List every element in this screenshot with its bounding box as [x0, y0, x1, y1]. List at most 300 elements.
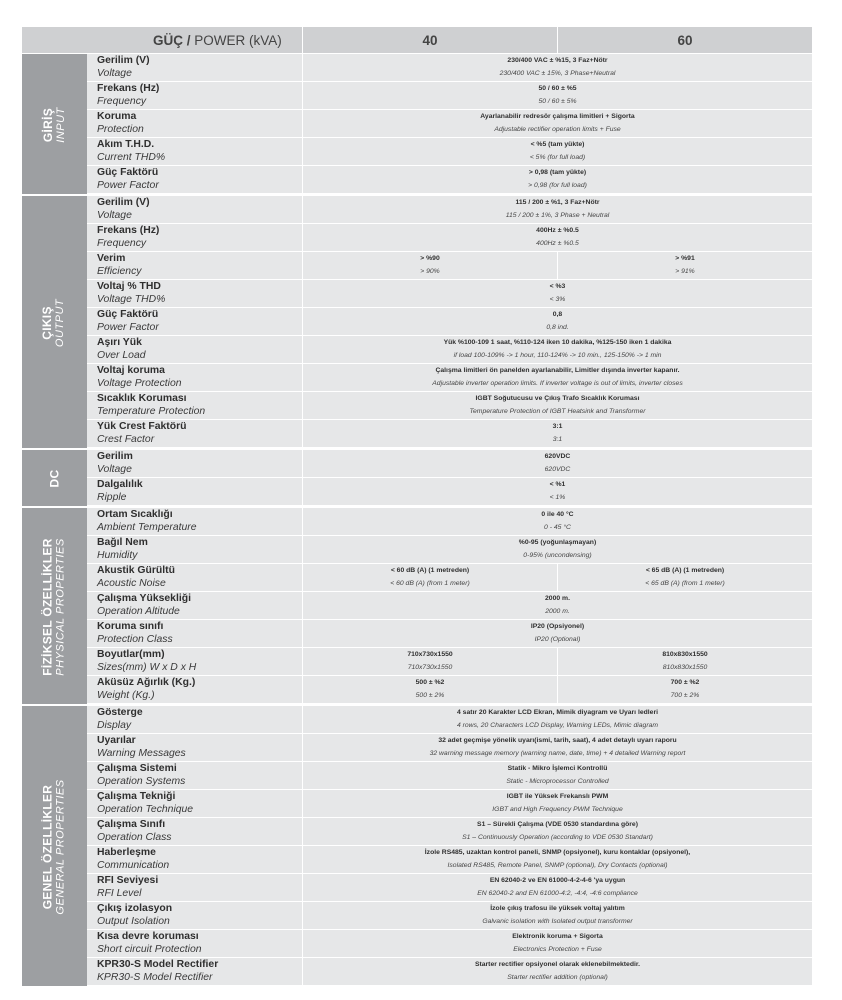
- table-row: [87, 902, 812, 930]
- value-en: Adjustable inverter operation limits. If inverter voltage is out of limits, inverter closes: [432, 379, 683, 387]
- value-cell: [303, 420, 812, 447]
- row-label: [87, 592, 303, 619]
- value-cell: [303, 536, 812, 563]
- row-values: [303, 196, 812, 223]
- row-label-tr: Gerilim: [97, 451, 133, 462]
- value-cell: [303, 902, 812, 929]
- row-label: [87, 392, 303, 419]
- row-label-en: Temperature Protection: [97, 405, 206, 417]
- table-row: [87, 138, 812, 166]
- row-label-en: Operation Systems: [97, 775, 186, 787]
- row-label: [87, 478, 303, 505]
- table-row: [87, 930, 812, 958]
- value-en: if load 100-109% -> 1 hour, 110-124% -> 10 min., 125-150% -> 1 min: [453, 351, 662, 359]
- row-label-en: Frequency: [97, 237, 147, 249]
- value-tr: 115 / 200 ± %1, 3 Faz+Nötr: [515, 199, 600, 206]
- table-row: [87, 874, 812, 902]
- section-title-tr: ÇIKIŞ: [40, 305, 55, 340]
- table-row: [87, 82, 812, 110]
- row-label: [87, 138, 303, 165]
- row-label: [87, 166, 303, 193]
- value-cell: [303, 846, 812, 873]
- table-row: [87, 790, 812, 818]
- row-label-en: Crest Factor: [97, 433, 155, 445]
- row-label-en: Sizes(mm) W x D x H: [97, 661, 197, 673]
- section-label: [22, 509, 87, 704]
- row-label-en: Operation Class: [97, 831, 172, 843]
- row-label: [87, 364, 303, 391]
- row-values: [303, 252, 812, 279]
- value-en: > 0,98 (for full load): [528, 181, 587, 189]
- row-label-en: Power Factor: [97, 321, 159, 333]
- value-tr: < %3: [549, 283, 566, 290]
- section-title-en: PHYSICAL PROPERTIES: [54, 537, 67, 676]
- row-values: [303, 392, 812, 419]
- value-en: 2000 m.: [545, 607, 570, 615]
- row-label-tr: Frekans (Hz): [97, 83, 160, 94]
- row-label-tr: Aşırı Yük: [97, 337, 142, 348]
- value-tr: İzole RS485, uzaktan kontrol paneli, SNMP (opsiyonel), kuru kontaklar (opsiyonel),: [424, 849, 691, 856]
- value-tr: 32 adet geçmişe yönelik uyarı(ismi, tarih, saat), 4 adet detaylı uyarı raporu: [438, 737, 677, 744]
- row-label-tr: Güç Faktörü: [97, 167, 159, 178]
- value-cell-model-2: [558, 676, 812, 703]
- row-label-tr: Kısa devre koruması: [97, 931, 199, 942]
- value-en: < 1%: [549, 493, 566, 501]
- section-label: [22, 197, 87, 448]
- table-row: [87, 166, 812, 194]
- row-values: [303, 902, 812, 929]
- value-cell: [303, 592, 812, 619]
- value-en: < 5% (for full load): [529, 153, 586, 161]
- section-title-tr: DC: [47, 469, 61, 488]
- row-label-en: Over Load: [97, 349, 146, 361]
- row-label-tr: Gösterge: [97, 707, 143, 718]
- row-label-tr: Çıkış izolasyon: [97, 903, 173, 914]
- row-label-tr: Haberleşme: [97, 847, 156, 858]
- section-title-en: OUTPUT: [54, 298, 67, 347]
- table-row: [87, 450, 812, 478]
- section-title-en: INPUT: [54, 106, 67, 143]
- table-row: [87, 958, 812, 986]
- section-label-text: [42, 779, 68, 914]
- row-label-tr: Uyarılar: [97, 735, 136, 746]
- row-values: [303, 536, 812, 563]
- row-label: [87, 536, 303, 563]
- row-label-tr: Çalışma Yüksekliği: [97, 593, 191, 604]
- row-label-en: Output Isolation: [97, 915, 170, 927]
- row-label: [87, 734, 303, 761]
- value-en: Adjustable rectifier operation limits + Fuse: [494, 125, 621, 133]
- row-values: [303, 564, 812, 591]
- row-label-en: Protection Class: [97, 633, 173, 645]
- row-label-tr: Çalışma Tekniği: [97, 791, 176, 802]
- row-label: [87, 874, 303, 901]
- row-label-tr: Koruma sınıfı: [97, 621, 164, 632]
- value-tr: %0-95 (yoğunlaşmayan): [518, 539, 597, 546]
- value-tr: 620VDC: [544, 453, 571, 460]
- value-en: 115 / 200 ± 1%, 3 Phase + Neutral: [505, 211, 610, 219]
- value-en: < 60 dB (A) (from 1 meter): [390, 579, 470, 587]
- row-label: [87, 308, 303, 335]
- value-tr: Ayarlanabilir redresör çalışma limitleri + Sigorta: [480, 113, 635, 120]
- value-cell: [303, 620, 812, 647]
- row-label-en: Voltage: [97, 463, 132, 475]
- row-label-en: Operation Altitude: [97, 605, 180, 617]
- row-label: [87, 790, 303, 817]
- power-header-en: POWER (kVA): [194, 32, 282, 48]
- value-tr: Statik - Mikro İşlemci Kontrollü: [507, 765, 608, 772]
- table-row: [87, 564, 812, 592]
- value-cell: [303, 364, 812, 391]
- value-tr: 400Hz ± %0.5: [536, 227, 579, 234]
- section-label-text: [42, 107, 68, 143]
- value-tr: 4 satır 20 Karakter LCD Ekran, Mimik diyagram ve Uyarı ledleri: [457, 709, 658, 716]
- value-tr: 3:1: [552, 423, 563, 430]
- value-tr: < %1: [549, 481, 566, 488]
- model-60-header: 60: [677, 32, 693, 48]
- value-en: Temperature Protection of IGBT Heatsink and Transformer: [469, 407, 646, 415]
- value-cell: [303, 336, 812, 363]
- row-label: [87, 930, 303, 957]
- table-row: [87, 508, 812, 536]
- table-row: [87, 364, 812, 392]
- value-en: IGBT and High Frequency PWM Technique: [492, 805, 623, 813]
- table-header: [22, 27, 812, 54]
- value-cell: [303, 166, 812, 193]
- section-1: [22, 196, 812, 450]
- value-cell: [303, 82, 812, 109]
- section-3: [22, 508, 812, 706]
- section-title-en: GENERAL PROPERTIES: [54, 778, 67, 915]
- table-row: [87, 762, 812, 790]
- table-row: [87, 196, 812, 224]
- row-label-tr: KPR30-S Model Rectifier: [97, 959, 219, 970]
- spec-table: [22, 27, 812, 988]
- row-values: [303, 450, 812, 477]
- value-cell: [303, 280, 812, 307]
- value-cell: [303, 450, 812, 477]
- row-values: [303, 280, 812, 307]
- section-sidebar: [22, 706, 87, 986]
- row-values: [303, 478, 812, 505]
- table-row: [87, 420, 812, 448]
- section-rows: [87, 706, 812, 986]
- value-en: 710x730x1550: [407, 663, 453, 671]
- section-title-tr: GİRİŞ: [40, 107, 55, 142]
- value-en: 400Hz ± %0.5: [536, 239, 579, 247]
- row-values: [303, 874, 812, 901]
- value-en: EN 62040-2 and EN 61000-4:2, -4:4, -4:6 compliance: [477, 889, 638, 897]
- section-title-tr: FİZİKSEL ÖZELLİKLER: [40, 537, 55, 676]
- value-tr: 810x830x1550: [662, 651, 708, 658]
- row-label-tr: Boyutlar(mm): [97, 649, 165, 660]
- row-label-tr: Akım T.H.D.: [97, 139, 155, 150]
- section-title-tr: GENEL ÖZELLİKLER: [40, 784, 55, 909]
- row-label: [87, 676, 303, 703]
- value-en: < 65 dB (A) (from 1 meter): [645, 579, 725, 587]
- row-label: [87, 252, 303, 279]
- model-40-header: 40: [303, 27, 558, 53]
- section-rows: [87, 508, 812, 704]
- value-cell: [303, 874, 812, 901]
- value-tr: Yük %100-109 1 saat, %110-124 iken 10 dakika, %125-150 iken 1 dakika: [443, 339, 672, 346]
- table-row: [87, 110, 812, 138]
- value-cell: [303, 706, 812, 733]
- row-label-en: Weight (Kg.): [97, 689, 155, 701]
- table-row: [87, 620, 812, 648]
- row-values: [303, 818, 812, 845]
- row-label: [87, 846, 303, 873]
- row-label-tr: Koruma: [97, 111, 137, 122]
- row-label: [87, 648, 303, 675]
- section-sidebar: [22, 508, 87, 704]
- row-label-tr: Voltaj % THD: [97, 281, 161, 292]
- row-label: [87, 706, 303, 733]
- value-en: > 90%: [420, 267, 440, 275]
- row-label-tr: Frekans (Hz): [97, 225, 160, 236]
- value-cell: [303, 54, 812, 81]
- row-label: [87, 420, 303, 447]
- value-en: 4 rows, 20 Characters LCD Display, Warning LEDs, Mimic diagram: [456, 721, 659, 729]
- table-row: [87, 592, 812, 620]
- table-row: [87, 734, 812, 762]
- row-values: [303, 734, 812, 761]
- row-label-tr: Çalışma Sınıfı: [97, 819, 166, 830]
- row-label: [87, 54, 303, 81]
- value-tr: < 60 dB (A) (1 metreden): [390, 567, 470, 574]
- table-row: [87, 280, 812, 308]
- value-en: 3:1: [552, 435, 563, 443]
- value-cell-model-1: [303, 564, 558, 591]
- value-en: Galvanic isolation with Isolated output transformer: [482, 917, 633, 925]
- row-label: [87, 82, 303, 109]
- value-cell: [303, 110, 812, 137]
- section-rows: [87, 54, 812, 194]
- row-label-en: Voltage: [97, 67, 132, 79]
- row-values: [303, 620, 812, 647]
- section-2: [22, 450, 812, 508]
- row-label-tr: Ortam Sıcaklığı: [97, 509, 173, 520]
- section-sidebar: [22, 450, 87, 506]
- value-tr: S1 – Sürekli Çalışma (VDE 0530 standardına göre): [477, 821, 638, 828]
- value-en: S1 – Continuously Operation (according to VDE 0530 Standart): [462, 833, 653, 841]
- value-cell: [303, 930, 812, 957]
- value-cell: [303, 138, 812, 165]
- value-tr: 50 / 60 ± %5: [538, 85, 577, 92]
- value-cell: [303, 196, 812, 223]
- value-tr: 2000 m.: [545, 595, 570, 602]
- table-row: [87, 706, 812, 734]
- value-tr: > %91: [675, 255, 695, 262]
- row-label-tr: Çalışma Sistemi: [97, 763, 177, 774]
- section-label: [22, 451, 87, 506]
- row-values: [303, 676, 812, 703]
- row-label-tr: Gerilim (V): [97, 197, 150, 208]
- row-label-tr: Dalgalılık: [97, 479, 143, 490]
- value-en: Static - Microprocessor Controlled: [506, 777, 609, 785]
- row-values: [303, 958, 812, 985]
- value-cell-model-1: [303, 676, 558, 703]
- value-en: < 3%: [549, 295, 566, 303]
- value-tr: < 65 dB (A) (1 metreden): [645, 567, 725, 574]
- section-0: [22, 54, 812, 196]
- row-label: [87, 280, 303, 307]
- row-values: [303, 592, 812, 619]
- value-tr: 700 ± %2: [670, 679, 700, 686]
- value-tr: 0,8: [552, 311, 563, 318]
- table-row: [87, 536, 812, 564]
- row-values: [303, 54, 812, 81]
- value-en: 230/400 VAC ± 15%, 3 Phase+Neutral: [499, 69, 616, 77]
- row-label-tr: Voltaj koruma: [97, 365, 165, 376]
- section-label: [22, 55, 87, 194]
- table-row: [87, 336, 812, 364]
- row-label-en: Humidity: [97, 549, 138, 561]
- table-row: [87, 676, 812, 704]
- row-values: [303, 508, 812, 535]
- value-en: Starter rectifier addition (optional): [507, 973, 608, 981]
- value-en: 620VDC: [544, 465, 571, 473]
- row-label: [87, 620, 303, 647]
- row-label-tr: Verim: [97, 253, 126, 264]
- value-en: Isolated RS485, Remote Panel, SNMP (optional), Dry Contacts (optional): [447, 861, 668, 869]
- row-values: [303, 138, 812, 165]
- value-en: Electronics Protection + Fuse: [513, 945, 602, 953]
- row-values: [303, 224, 812, 251]
- value-tr: 230/400 VAC ± %15, 3 Faz+Nötr: [507, 57, 608, 64]
- table-row: [87, 224, 812, 252]
- row-label: [87, 450, 303, 477]
- spec-sections: [22, 54, 812, 988]
- value-en: 810x830x1550: [662, 663, 708, 671]
- value-en: IP20 (Optional): [534, 635, 581, 643]
- value-cell: [303, 224, 812, 251]
- value-cell: [303, 734, 812, 761]
- value-cell: [303, 762, 812, 789]
- row-values: [303, 846, 812, 873]
- row-values: [303, 364, 812, 391]
- value-tr: 500 ± %2: [415, 679, 445, 686]
- value-cell: [303, 790, 812, 817]
- row-label-en: Power Factor: [97, 179, 159, 191]
- value-tr: Elektronik koruma + Sigorta: [512, 933, 603, 940]
- section-rows: [87, 196, 812, 448]
- value-cell: [303, 508, 812, 535]
- table-row: [87, 54, 812, 82]
- value-tr: > %90: [420, 255, 440, 262]
- row-label-tr: Gerilim (V): [97, 55, 150, 66]
- row-label-tr: RFI Seviyesi: [97, 875, 159, 886]
- table-row: [87, 252, 812, 280]
- row-label-en: Efficiency: [97, 265, 142, 277]
- value-tr: IP20 (Opsiyonel): [530, 623, 585, 630]
- row-label-tr: Akustik Gürültü: [97, 565, 175, 576]
- value-tr: Çalışma limitleri ön panelden ayarlanabilir, Limitler dışında inverter kapanır.: [435, 367, 680, 374]
- value-en: 700 ± 2%: [670, 691, 700, 699]
- header-spacer: [22, 27, 87, 53]
- value-tr: EN 62040-2 ve EN 61000-4-2-4-6 'ya uygun: [489, 877, 626, 884]
- row-label: [87, 762, 303, 789]
- row-values: [303, 308, 812, 335]
- row-label-en: Display: [97, 719, 132, 731]
- value-tr: 710x730x1550: [407, 651, 453, 658]
- table-row: [87, 648, 812, 676]
- value-en: 500 ± 2%: [415, 691, 445, 699]
- value-tr: İzole çıkış trafosu ile yüksek voltaj yalıtım: [490, 905, 625, 912]
- value-cell: [303, 392, 812, 419]
- row-values: [303, 930, 812, 957]
- value-cell-model-1: [303, 648, 558, 675]
- row-label: [87, 196, 303, 223]
- row-label-en: Communication: [97, 859, 170, 871]
- value-tr: IGBT ile Yüksek Frekanslı PWM: [506, 793, 609, 800]
- row-label-en: Operation Technique: [97, 803, 194, 815]
- row-values: [303, 648, 812, 675]
- section-label-text: [42, 538, 68, 675]
- row-label: [87, 958, 303, 985]
- value-cell: [303, 478, 812, 505]
- value-cell-model-2: [558, 252, 812, 279]
- row-values: [303, 166, 812, 193]
- section-rows: [87, 450, 812, 506]
- row-label-en: Voltage Protection: [97, 377, 182, 389]
- section-label: [22, 707, 87, 986]
- value-cell: [303, 818, 812, 845]
- row-label: [87, 336, 303, 363]
- value-en: 0-95% (uncondensing): [523, 551, 592, 559]
- row-label-en: Protection: [97, 123, 144, 135]
- row-label-en: RFI Level: [97, 887, 142, 899]
- value-cell-model-1: [303, 252, 558, 279]
- value-tr: IGBT Soğutucusu ve Çıkış Trafo Sıcaklık Koruması: [475, 395, 640, 402]
- row-label: [87, 508, 303, 535]
- table-row: [87, 478, 812, 506]
- row-label-tr: Bağıl Nem: [97, 537, 148, 548]
- value-cell: [303, 308, 812, 335]
- value-en: 50 / 60 ± 5%: [538, 97, 577, 105]
- row-label-en: Ambient Temperature: [97, 521, 197, 533]
- row-label: [87, 564, 303, 591]
- power-header-tr: GÜÇ /: [153, 32, 191, 48]
- row-label: [87, 902, 303, 929]
- row-label: [87, 224, 303, 251]
- row-values: [303, 82, 812, 109]
- row-values: [303, 706, 812, 733]
- row-label-en: Ripple: [97, 491, 127, 503]
- value-en: 0,8 ind.: [546, 323, 569, 331]
- row-label: [87, 818, 303, 845]
- value-en: > 91%: [675, 267, 695, 275]
- value-cell: [303, 958, 812, 985]
- value-en: 0 - 45 °C: [544, 523, 571, 531]
- row-label: [87, 110, 303, 137]
- row-label-tr: Yük Crest Faktörü: [97, 421, 187, 432]
- section-sidebar: [22, 196, 87, 448]
- table-row: [87, 846, 812, 874]
- value-cell-model-2: [558, 564, 812, 591]
- table-row: [87, 818, 812, 846]
- section-label-text: [48, 470, 61, 488]
- row-values: [303, 790, 812, 817]
- row-label-en: Short circuit Protection: [97, 943, 202, 955]
- row-label-en: KPR30-S Model Rectifier: [97, 971, 213, 983]
- value-tr: > 0,98 (tam yükte): [528, 169, 587, 176]
- value-cell-model-2: [558, 648, 812, 675]
- power-header: [87, 27, 303, 53]
- row-label-en: Frequency: [97, 95, 147, 107]
- row-values: [303, 762, 812, 789]
- table-row: [87, 392, 812, 420]
